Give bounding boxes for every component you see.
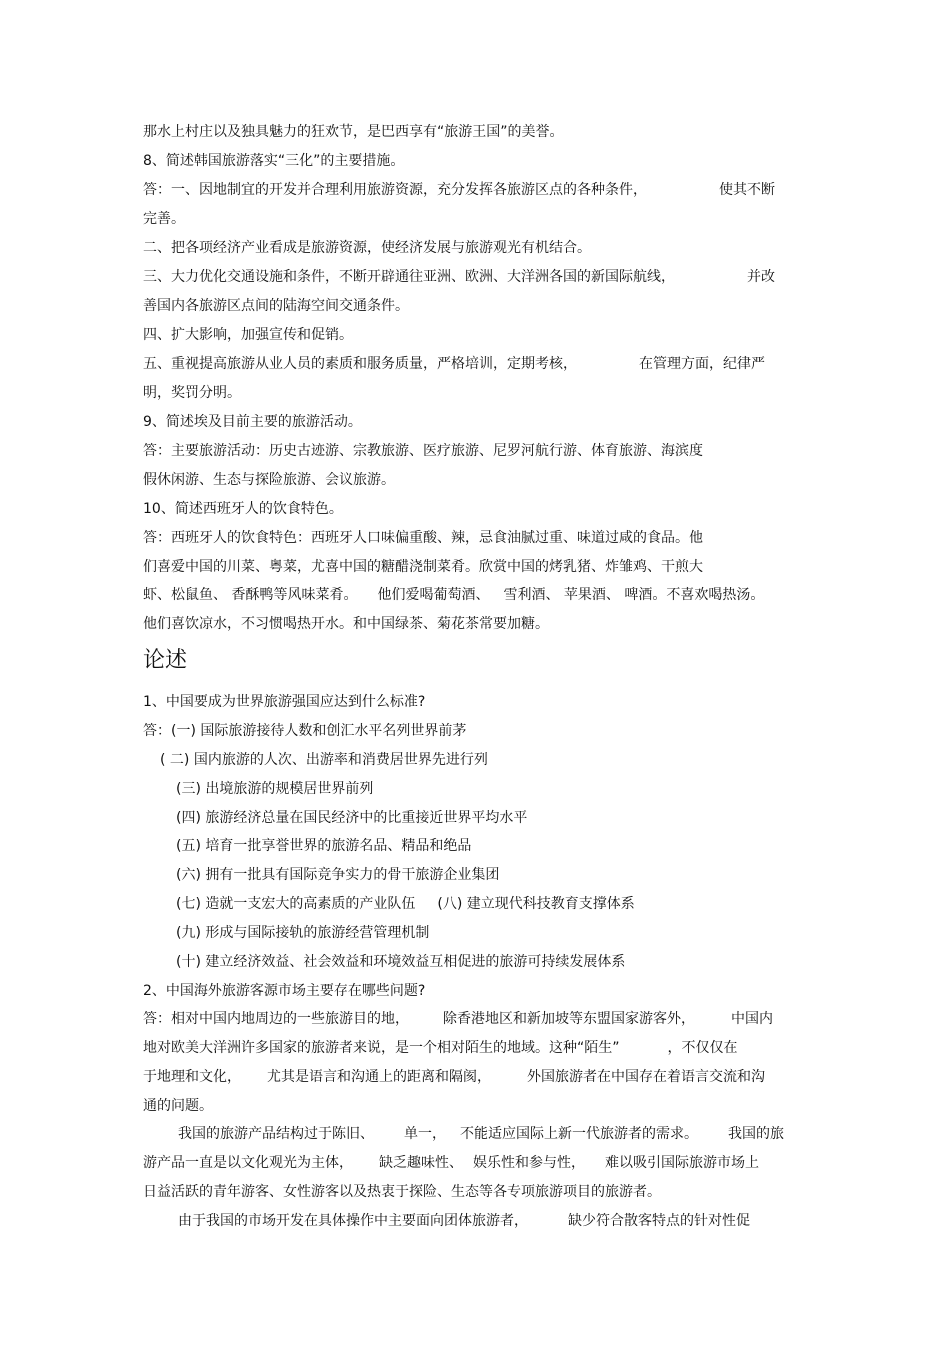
text-segment: 并改 [747, 269, 775, 285]
text-segment: 难以吸引国际旅游市场上 [605, 1155, 759, 1171]
section-title: 论述 [143, 648, 188, 673]
text-line: 答：主要旅游活动：历史古迹游、宗教旅游、医疗旅游、尼罗河航行游、体育旅游、海滨度 [143, 443, 703, 459]
question-heading: 8、简述韩国旅游落实“三化”的主要措施。 [143, 153, 405, 169]
text-segment: 使其不断 [719, 182, 775, 198]
text-line: 假休闲游、生态与探险旅游、会议旅游。 [143, 472, 395, 488]
text-line [143, 180, 775, 200]
text-segment: 答：一、因地制宜的开发并合理利用旅游资源，充分发挥各旅游区点的各种条件， [143, 182, 647, 198]
list-item: (九) 形成与国际接轨的旅游经营管理机制 [176, 925, 430, 941]
text-line: 明，奖罚分明。 [143, 385, 241, 401]
text-segment: 我国的旅 [728, 1126, 784, 1142]
list-item: (四) 旅游经济总量在国民经济中的比重接近世界平均水平 [176, 810, 528, 826]
list-item: (五) 培育一批享誉世界的旅游名品、精品和绝品 [176, 838, 472, 854]
question-heading: 1、中国要成为世界旅游强国应达到什么标准? [143, 694, 426, 710]
text-segment: (八) 建立现代科技教育支撑体系 [437, 896, 635, 912]
question-heading: 9、简述埃及目前主要的旅游活动。 [143, 414, 362, 430]
text-segment: 我国的旅游产品结构过于陈旧、 [178, 1126, 374, 1142]
text-line: 善国内各旅游区点间的陆海空间交通条件。 [143, 298, 409, 314]
text-segment: 地对欧美大洋洲许多国家的旅游者来说，是一个相对陌生的地域。这种“陌生” [143, 1040, 620, 1056]
text-segment: 不能适应国际上新一代旅游者的需求。 [460, 1126, 698, 1142]
text-line [143, 1153, 759, 1173]
text-line: 答：(一) 国际旅游接待人数和创汇水平名列世界前茅 [143, 723, 467, 739]
list-item: (三) 出境旅游的规模居世界前列 [176, 781, 374, 797]
question-heading: 2、中国海外旅游客源市场主要存在哪些问题? [143, 983, 426, 999]
text-line [143, 585, 764, 605]
text-line: 那水上村庄以及独具魅力的狂欢节，是巴西享有“旅游王国”的美誉。 [143, 124, 564, 140]
text-line [143, 1067, 765, 1087]
text-line: 二、把各项经济产业看成是旅游资源，使经济发展与旅游观光有机结合。 [143, 240, 591, 256]
text-segment: 由于我国的市场开发在具体操作中主要面向团体旅游者， [178, 1213, 528, 1229]
text-line: 四、扩大影响，加强宣传和促销。 [143, 327, 353, 343]
text-segment: 答：相对中国内地周边的一些旅游目的地， [143, 1011, 409, 1027]
text-line: 通的问题。 [143, 1098, 213, 1114]
text-segment: 尤其是语言和沟通上的距离和隔阂， [267, 1069, 491, 1085]
text-segment: 缺少符合散客特点的针对性促 [568, 1213, 750, 1229]
text-line: 日益活跃的青年游客、女性游客以及热衷于探险、生态等各专项旅游项目的旅游者。 [143, 1184, 661, 1200]
text-segment: 缺乏趣味性、 [379, 1155, 463, 1171]
text-segment: 娱乐性和参与性， [473, 1155, 585, 1171]
text-line [143, 1009, 773, 1029]
text-segment: 外国旅游者在中国存在着语言交流和沟 [527, 1069, 765, 1085]
text-segment: 单一， [404, 1126, 446, 1142]
text-segment: 虾、松鼠鱼、 香酥鸭等风味菜肴。 [143, 587, 358, 603]
paragraph-line [178, 1124, 784, 1144]
text-segment: (七) 造就一支宏大的高素质的产业队伍 [176, 896, 416, 912]
question-heading: 10、简述西班牙人的饮食特色。 [143, 501, 343, 517]
text-segment: 于地理和文化， [143, 1069, 241, 1085]
text-line [143, 267, 775, 287]
list-item [176, 894, 635, 914]
text-segment: 中国内 [731, 1011, 773, 1027]
text-line: 们喜爱中国的川菜、粤菜，尤喜中国的糖醋浇制菜肴。欣赏中国的烤乳猪、炸雏鸡、干煎大 [143, 559, 703, 575]
paragraph-line [178, 1211, 750, 1231]
text-segment: 除香港地区和新加坡等东盟国家游客外， [443, 1011, 695, 1027]
text-line: 答：西班牙人的饮食特色：西班牙人口味偏重酸、辣，忌食油腻过重、味道过咸的食品。他 [143, 530, 703, 546]
text-segment: 三、大力优化交通设施和条件，不断开辟通往亚洲、欧洲、大洋洲各国的新国际航线， [143, 269, 675, 285]
text-segment: 在管理方面，纪律严 [639, 356, 765, 372]
list-item: (六) 拥有一批具有国际竞争实力的骨干旅游企业集团 [176, 867, 500, 883]
text-line: 完善。 [143, 211, 185, 227]
text-segment: ，不仅仅在 [667, 1040, 738, 1056]
text-segment: 五、重视提高旅游从业人员的素质和服务质量，严格培训，定期考核， [143, 356, 577, 372]
text-segment: 游产品一直是以文化观光为主体， [143, 1155, 353, 1171]
text-line [143, 1038, 738, 1058]
text-line: 他们喜饮凉水，不习惯喝热开水。和中国绿茶、菊花茶常要加糖。 [143, 616, 549, 632]
text-segment: 雪利酒、 苹果酒、 啤酒。不喜欢喝热汤。 [503, 587, 765, 603]
list-item: (十) 建立经济效益、社会效益和环境效益互相促进的旅游可持续发展体系 [176, 954, 626, 970]
text-line [143, 354, 765, 374]
list-item: ( 二) 国内旅游的人次、出游率和消费居世界先进行列 [160, 752, 488, 768]
text-segment: 他们爱喝葡萄酒、 [377, 587, 490, 603]
